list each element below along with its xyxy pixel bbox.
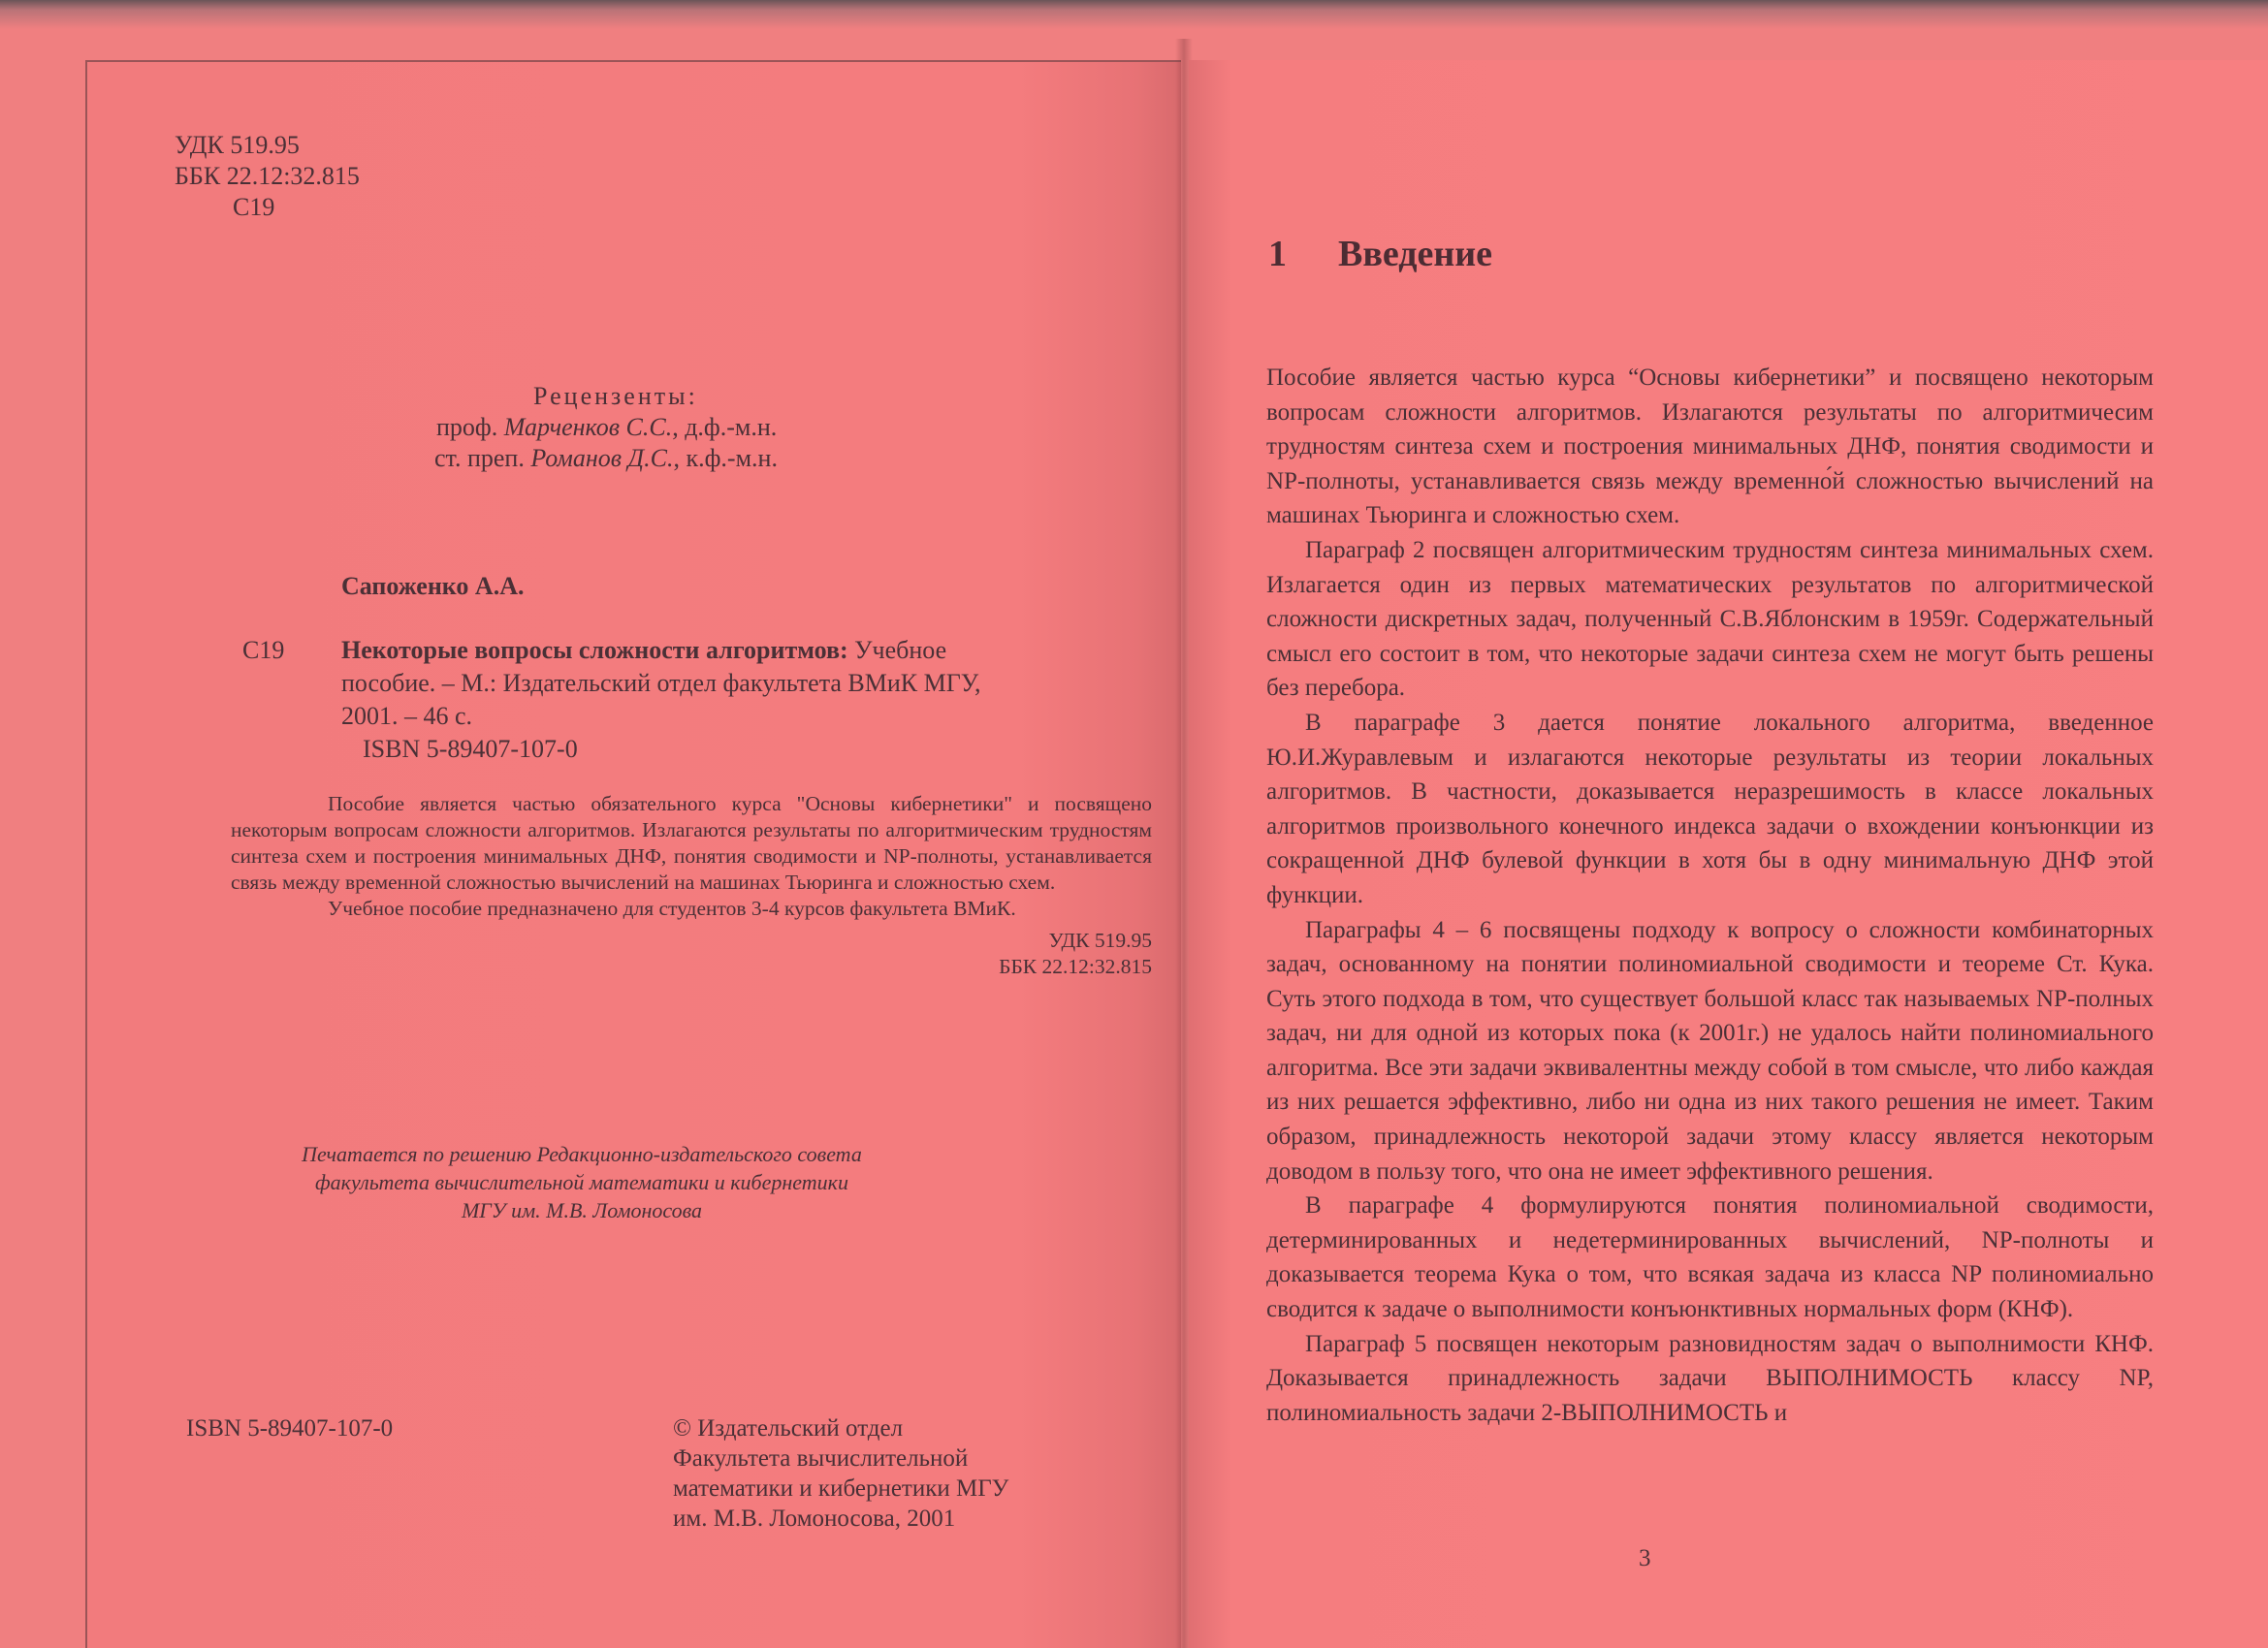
catalog-udk: УДК 519.95 — [175, 131, 300, 159]
reviewer-1-name: Марченков С.С. — [503, 413, 673, 441]
right-page — [1189, 60, 2268, 1648]
book-line-2: пособие. – М.: Издательский отдел факультета ВМиК МГУ, — [341, 669, 981, 697]
author-name: Сапоженко А.А. — [341, 572, 525, 600]
abstract-paragraph-2: Учебное пособие предназначено для студентов 3-4 курсов факультета ВМиК. — [328, 897, 1016, 920]
reviewer-1-degree: , д.ф.-м.н. — [672, 413, 778, 441]
catalog-block — [175, 130, 360, 223]
council-line-3: МГУ им. М.В. Ломоносова — [461, 1198, 703, 1222]
section-number: 1 — [1268, 234, 1287, 274]
body-paragraph-2: Параграф 2 посвящен алгоритмическим трудностям синтеза минимальных схем. Излагается один из первых математических результатов по алгоритмической сложности дискретных задач, полученный С.В.Яблонским в 1959г. Содержательный смысл его состоит в том, что некоторые задачи синтеза схем не могут быть решены без перебора. — [1266, 536, 2154, 702]
council-line-1: Печатается по решению Редакционно-издательского совета — [302, 1142, 862, 1166]
reviewer-1 — [436, 413, 777, 442]
body-paragraph-1: Пособие является частью курса “Основы кибернетики” и посвящено некоторым вопросам сложности алгоритмов. Излагаются результаты по алгоритмичесим трудностям синтеза схем и построения минимальных ДНФ, понятия сводимости и NP-полноты, устанавливается связь между временно́й сложностью вычислений на машинах Тьюринга и сложностью схем. — [1266, 364, 2154, 529]
copyright-line-4: им. М.В. Ломоносова, 2001 — [673, 1505, 956, 1532]
reviewer-2-name: Романов Д.С. — [530, 444, 674, 472]
page-number: 3 — [1639, 1545, 1651, 1571]
reviewer-2-title: ст. преп. — [434, 444, 525, 472]
council-line-2: факультета вычислительной математики и кибернетики — [315, 1170, 848, 1194]
book-type: Учебное — [847, 636, 947, 664]
reviewers-heading: Рецензенты: — [533, 382, 698, 410]
catalog-code: С19 — [233, 193, 275, 221]
book-line-3: 2001. – 46 с. — [341, 702, 473, 730]
reviewer-2-degree: , к.ф.-м.н. — [673, 444, 778, 472]
body-paragraph-3: В параграфе 3 дается понятие локального алгоритма, введенное Ю.И.Журавлевым и излагаются некоторые результаты из теории локальных алгоритмов. В частности, доказывается неразрешимость в классе локальных алгоритмов произвольного конечного индекса задачи о вхождении конъюнкции из сокращенной ДНФ булевой функции в хотя бы в одну минимальную ДНФ этой функции. — [1266, 709, 2154, 908]
reviewer-1-title: проф. — [436, 413, 498, 441]
book-entry — [341, 634, 980, 766]
section-heading — [1268, 233, 1492, 275]
copyright-block — [673, 1413, 1008, 1534]
book-code: С19 — [242, 636, 285, 664]
abstract-udk: УДК 519.95 — [1048, 929, 1152, 952]
left-page — [85, 60, 1181, 1648]
abstract-bbk: ББК 22.12:32.815 — [999, 955, 1152, 978]
book-line-1 — [341, 634, 980, 667]
body-paragraph-5: В параграфе 4 формулируются понятия полиномиальной сводимости, детерминированных и недетерминированных вычислений, NP-полноты и доказывается теорема Кука о том, что всякая задача из класса NP полиномиально сводится к задаче о выполнимости конъюнктивных нормальных форм (КНФ). — [1266, 1192, 2154, 1323]
book-isbn: ISBN 5-89407-107-0 — [363, 735, 578, 763]
section-title: Введение — [1338, 234, 1492, 274]
copyright-line-3: математики и кибернетики МГУ — [673, 1475, 1009, 1502]
book-title: Некоторые вопросы сложности алгоритмов: — [341, 636, 848, 664]
abstract — [231, 791, 1152, 980]
catalog-bbk: ББК 22.12:32.815 — [175, 162, 360, 190]
isbn-bottom: ISBN 5-89407-107-0 — [186, 1415, 394, 1442]
reviewer-2 — [434, 444, 778, 473]
abstract-paragraph-1: Пособие является частью обязательного курса "Основы кибернетики" и посвящено некоторым вопросам сложности алгоритмов. Излагаются результаты по алгоритмическим трудностям синтеза схем и построения минимальных ДНФ, понятия сводимости и NP-полноты, устанавливается связь между временной сложностью вычислений на машинах Тьюринга и сложностью схем. — [231, 792, 1152, 894]
section-body — [1266, 361, 2154, 1430]
body-paragraph-6: Параграф 5 посвящен некоторым разновидностям задач о выполнимости КНФ. Доказывается принадлежность задачи ВЫПОЛНИМОСТЬ классу NP, полиномиальность задачи 2-ВЫПОЛНИМОСТЬ и — [1266, 1330, 2154, 1426]
copyright-line-2: Факультета вычислительной — [673, 1445, 969, 1472]
council-note — [242, 1140, 921, 1224]
copyright-line-1: © Издательский отдел — [673, 1415, 904, 1442]
body-paragraph-4: Параграфы 4 – 6 посвящены подходу к вопросу о сложности комбинаторных задач, основанному на понятии полиномиальной сводимости и теореме Ст. Кука. Суть этого подхода в том, что существует большой класс так называемых NP-полных задач, ни для одной из которых пока (к 2001г.) не удалось найти полиномиального алгоритма. Все эти задачи эквивалентны между собой в том смысле, что либо каждая из них решается эффективно, либо ни одна из них такого решения не имеет. Таким образом, принадлежность некоторой задачи этому классу является некоторым доводом в пользу того, что она не имеет эффективного решения. — [1266, 916, 2154, 1185]
